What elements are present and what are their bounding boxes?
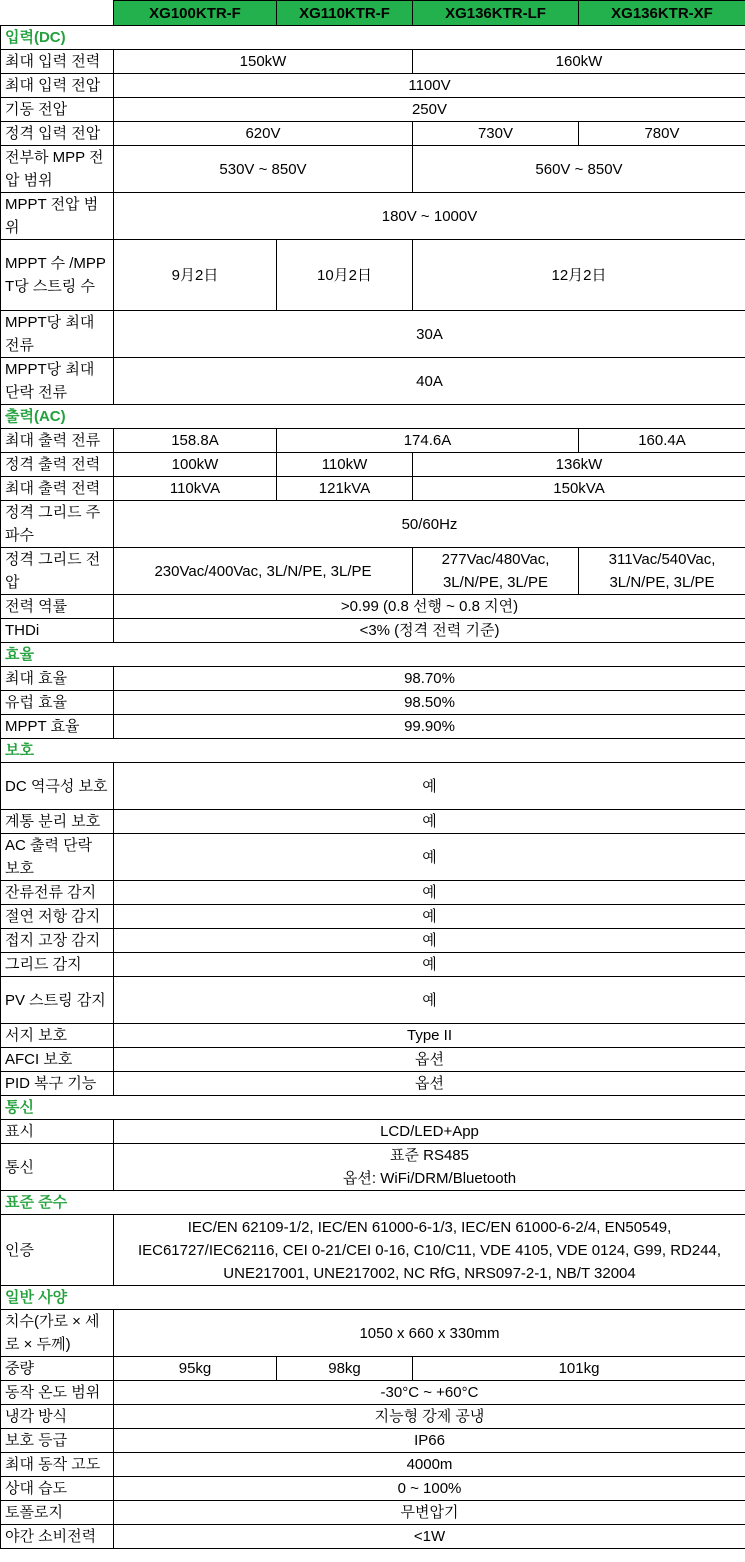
cell-value: 1050 x 660 x 330mm [114,1310,745,1357]
row-label: 절연 저항 감지 [1,905,114,929]
table-row [1,311,745,358]
cell-value: 예 [114,977,745,1024]
cell-value: IEC/EN 62109-1/2, IEC/EN 61000-6-1/3, IEC/EN 61000-6-2/4, EN50549, IEC61727/IEC62116, CEI 0-21/CEI 0-16, C10/C11, VDE 4105, VDE 0124, G99, RD244, UNE217001, UNE217002, NC RfG, NRS097-2-1, NB/T 32004 [114,1215,745,1286]
header-corner [1,1,114,26]
section-title: 효율 [1,643,745,667]
section-row [1,405,745,429]
cell-value: 530V ~ 850V [114,146,413,193]
table-row [1,240,745,311]
table-row [1,193,745,240]
row-label: MPPT 전압 범위 [1,193,114,240]
table-row [1,74,745,98]
model-header: XG100KTR-F [114,1,277,26]
table-row [1,477,745,501]
row-label: 잔류전류 감지 [1,881,114,905]
model-header: XG136KTR-LF [413,1,579,26]
row-label: MPPT 효율 [1,715,114,739]
table-row [1,1501,745,1525]
cell-value: 예 [114,810,745,834]
row-label: 그리드 감지 [1,953,114,977]
cell-value: -30°C ~ +60°C [114,1381,745,1405]
row-label: 최대 출력 전력 [1,477,114,501]
table-row [1,1357,745,1381]
row-label: 정격 출력 전력 [1,453,114,477]
row-label: 전부하 MPP 전압 범위 [1,146,114,193]
cell-value: 예 [114,881,745,905]
row-label: 최대 출력 전류 [1,429,114,453]
cell-value: 158.8A [114,429,277,453]
table-row [1,691,745,715]
row-label: 야간 소비전력 [1,1525,114,1549]
row-label: AC 출력 단락 보호 [1,834,114,881]
table-row [1,1144,745,1191]
table-row [1,834,745,881]
table-row [1,905,745,929]
table-row [1,358,745,405]
section-title: 통신 [1,1096,745,1120]
cell-value: 98.70% [114,667,745,691]
cell-value: 예 [114,905,745,929]
table-row [1,1024,745,1048]
table-row [1,977,745,1024]
row-label: 정격 그리드 주파수 [1,501,114,548]
row-label: 표시 [1,1120,114,1144]
table-row [1,929,745,953]
cell-value: 98.50% [114,691,745,715]
cell-value: 50/60Hz [114,501,745,548]
cell-value: 277Vac/480Vac, 3L/N/PE, 3L/PE [413,548,579,595]
row-label: 상대 습도 [1,1477,114,1501]
table-row [1,1525,745,1549]
row-label: MPPT 수 /MPPT당 스트링 수 [1,240,114,311]
cell-value: 40A [114,358,745,405]
row-label: 최대 입력 전압 [1,74,114,98]
cell-value: 230Vac/400Vac, 3L/N/PE, 3L/PE [114,548,413,595]
row-label: 치수(가로 × 세로 × 두께) [1,1310,114,1357]
table-row [1,98,745,122]
table-row [1,1477,745,1501]
cell-value: 10月2日 [277,240,413,311]
cell-value: 620V [114,122,413,146]
row-label: 정격 그리드 전압 [1,548,114,595]
cell-value: 98kg [277,1357,413,1381]
cell-value: 12月2日 [413,240,745,311]
section-row [1,1191,745,1215]
table-row [1,881,745,905]
row-label: 최대 동작 고도 [1,1453,114,1477]
row-label: MPPT당 최대 전류 [1,311,114,358]
cell-value: 160.4A [579,429,745,453]
row-label: 냉각 방식 [1,1405,114,1429]
cell-value: 1100V [114,74,745,98]
table-row [1,122,745,146]
cell-value: LCD/LED+App [114,1120,745,1144]
table-row [1,429,745,453]
section-title: 출력(AC) [1,405,745,429]
cell-value: 옵션 [114,1072,745,1096]
row-label: MPPT당 최대 단락 전류 [1,358,114,405]
row-label: AFCI 보호 [1,1048,114,1072]
row-label: DC 역극성 보호 [1,763,114,810]
cell-value: 101kg [413,1357,745,1381]
comm-standard: 표준 RS485 [389,1147,469,1164]
cell-value: 136kW [413,453,745,477]
table-row [1,548,745,595]
cell-value: 110kVA [114,477,277,501]
row-label: 기동 전압 [1,98,114,122]
cell-value: Type II [114,1024,745,1048]
row-label: 서지 보호 [1,1024,114,1048]
cell-value: >0.99 (0.8 선행 ~ 0.8 지연) [114,595,745,619]
row-label: 최대 입력 전력 [1,50,114,74]
cell-value: <3% (정격 전력 기준) [114,619,745,643]
cell-value: 250V [114,98,745,122]
cell-value: IP66 [114,1429,745,1453]
section-row [1,1286,745,1310]
cell-value: 9月2日 [114,240,277,311]
table-row [1,1120,745,1144]
row-label: 계통 분리 보호 [1,810,114,834]
cell-value: 예 [114,953,745,977]
table-row [1,667,745,691]
cell-value: 100kW [114,453,277,477]
cell-value: 지능형 강제 공냉 [114,1405,745,1429]
row-label: 정격 입력 전압 [1,122,114,146]
section-title: 표준 준수 [1,1191,745,1215]
cell-value: <1W [114,1525,745,1549]
section-title: 보호 [1,739,745,763]
table-row [1,1310,745,1357]
row-label: 보호 등급 [1,1429,114,1453]
cell-value: 30A [114,311,745,358]
row-label: 통신 [1,1144,114,1191]
cell-value: 4000m [114,1453,745,1477]
cell-value: 150kW [114,50,413,74]
row-label: PV 스트링 감지 [1,977,114,1024]
table-row [1,763,745,810]
table-row [1,453,745,477]
row-label: 중량 [1,1357,114,1381]
row-label: 최대 효율 [1,667,114,691]
table-row [1,953,745,977]
table-row [1,1072,745,1096]
cell-value: 121kVA [277,477,413,501]
row-label: 유럽 효율 [1,691,114,715]
cell-value: 예 [114,929,745,953]
cell-value: 160kW [413,50,745,74]
section-row [1,739,745,763]
cell-value: 무변압기 [114,1501,745,1525]
section-row [1,26,745,50]
table-row [1,810,745,834]
table-row [1,501,745,548]
cell-value: 옵션 [114,1048,745,1072]
row-label: PID 복구 기능 [1,1072,114,1096]
section-row [1,1096,745,1120]
table-row [1,50,745,74]
cell-value: 174.6A [277,429,579,453]
cell-value: 730V [413,122,579,146]
cell-value: 0 ~ 100% [114,1477,745,1501]
row-label: THDi [1,619,114,643]
table-row [1,1429,745,1453]
table-row [1,619,745,643]
table-row [1,1405,745,1429]
cell-value: 110kW [277,453,413,477]
cell-value: 예 [114,763,745,810]
row-label: 동작 온도 범위 [1,1381,114,1405]
cell-value [114,1144,745,1191]
model-header: XG110KTR-F [277,1,413,26]
row-label: 전력 역률 [1,595,114,619]
section-title: 입력(DC) [1,26,745,50]
row-label: 토폴로지 [1,1501,114,1525]
table-row [1,1381,745,1405]
cell-value: 180V ~ 1000V [114,193,745,240]
comm-optional: 옵션: WiFi/DRM/Bluetooth [342,1170,517,1187]
table-row [1,146,745,193]
cell-value: 예 [114,834,745,881]
table-row [1,715,745,739]
table-row [1,595,745,619]
table-row [1,1215,745,1286]
cell-value: 311Vac/540Vac, 3L/N/PE, 3L/PE [579,548,745,595]
cell-value: 99.90% [114,715,745,739]
table-row [1,1453,745,1477]
table-row [1,1048,745,1072]
cell-value: 560V ~ 850V [413,146,745,193]
model-header: XG136KTR-XF [579,1,745,26]
cell-value: 150kVA [413,477,745,501]
row-label: 접지 고장 감지 [1,929,114,953]
cell-value: 780V [579,122,745,146]
section-row [1,643,745,667]
row-label: 인증 [1,1215,114,1286]
section-title: 일반 사양 [1,1286,745,1310]
cell-value: 95kg [114,1357,277,1381]
header-row [1,1,745,26]
